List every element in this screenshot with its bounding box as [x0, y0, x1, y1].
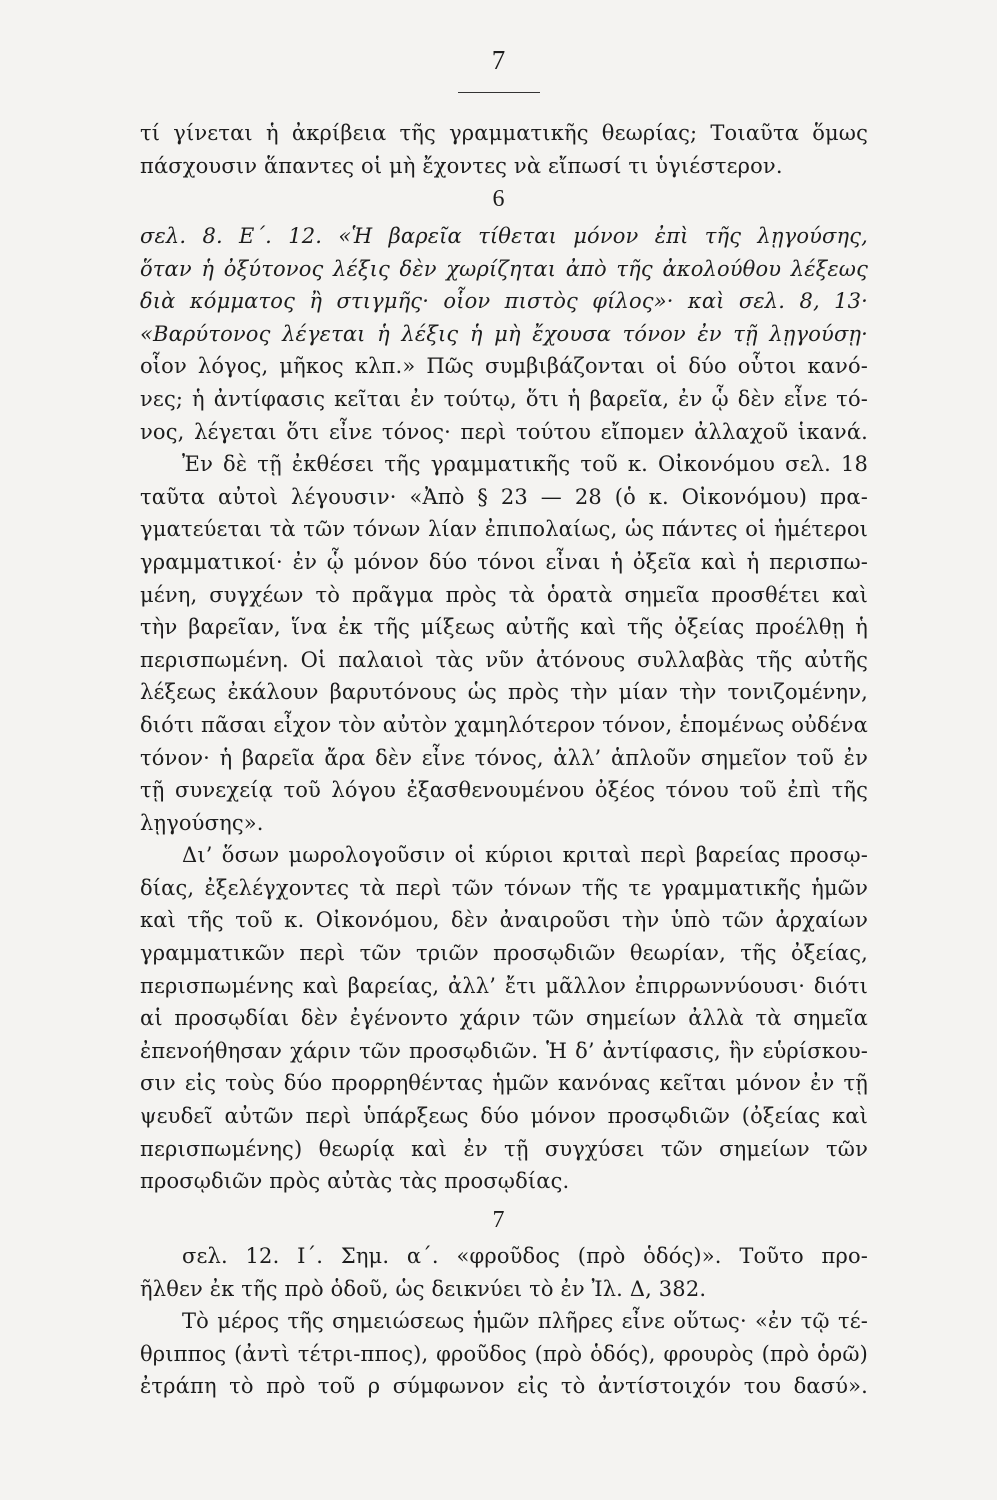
section-6-body	[140, 220, 868, 1198]
text-line: Τὸ μέρος τῆς σημειώσεως ἡμῶν πλῆρες εἶνε οὕτως· «ἐν τῷ τέ-	[182, 1309, 868, 1334]
text-line: πάσχουσιν ἅπαντες οἱ μὴ ἔχοντες νὰ εἴπωσί τι ὑγιέστερον.	[140, 153, 783, 178]
text-line: Ἐν δὲ τῇ ἐκθέσει τῆς γραμματικῆς τοῦ κ. Οἰκονόμου σελ. 18	[182, 452, 868, 477]
text-line: γραμματικῶν περὶ τῶν τριῶν προσῳδιῶν θεωρίαν, τῆς ὀξείας,	[140, 941, 868, 966]
text-line: ῆλθεν ἐκ τῆς πρὸ ὁδοῦ, ὡς δεικνύει τὸ ἐν Ἰλ. Δ, 382.	[140, 1276, 707, 1301]
text-line: τῇ συνεχείᾳ τοῦ λόγου ἐξασθενουμένου ὀξέος τόνου τοῦ ἐπὶ τῆς	[140, 778, 868, 803]
text-line: καὶ τῆς τοῦ κ. Οἰκονόμου, δὲν ἀναιροῦσι τὴν ὑπὸ τῶν ἀρχαίων	[140, 908, 868, 933]
text-line: νες; ἡ ἀντίφασις κεῖται ἐν τούτῳ, ὅτι ἡ βαρεῖα, ἐν ᾧ δὲν εἶνε τό-	[140, 386, 868, 411]
section-heading-7: 7	[492, 1207, 505, 1233]
section-heading-6: 6	[492, 186, 505, 212]
text-line: αἱ προσῳδίαι δὲν ἐγένοντο χάριν τῶν σημείων ἀλλὰ τὰ σημεῖα	[140, 1006, 868, 1031]
text-line: λῃγούσης».	[140, 810, 264, 835]
section-7-body	[140, 1240, 868, 1403]
text-line: ψευδεῖ αὐτῶν περὶ ὑπάρξεως δύο μόνον προσῳδιῶν (ὀξείας καὶ	[140, 1104, 868, 1129]
text-line: ταῦτα αὐτοὶ λέγουσιν· «Ἀπὸ § 23 — 28 (ὁ κ. Οἰκονόμου) πρα-	[140, 484, 868, 509]
text-line: Δι’ ὅσων μωρολογοῦσιν οἱ κύριοι κριταὶ περὶ βαρείας προσῳ-	[182, 843, 868, 868]
text-line: διότι πᾶσαι εἶχον τὸν αὐτὸν χαμηλότερον τόνον, ἑπομένως οὐδένα	[140, 712, 868, 737]
text-line: τόνον· ἡ βαρεῖα ἄρα δὲν εἶνε τόνος, ἀλλ’ ἁπλοῦν σημεῖον τοῦ ἐν	[140, 745, 868, 770]
text-line: νος, λέγεται ὅτι εἶνε τόνος· περὶ τούτου εἴπομεν ἀλλαχοῦ ἱκανά.	[140, 419, 868, 444]
text-line: θριππος (ἀντὶ τέτρι-ππος), φροῦδος (πρὸ ὁδός), φρουρὸς (πρὸ ὁρῶ)	[140, 1341, 868, 1366]
text-line: διὰ κόμματος ἢ στιγμῆς· οἷον πιστὸς φίλος»· καὶ σελ. 8, 13·	[140, 289, 868, 314]
opening-paragraph	[140, 117, 868, 182]
text-line: τί γίνεται ἡ ἀκρίβεια τῆς γραμματικῆς θεωρίας; Τοιαῦτα ὅμως	[140, 121, 868, 145]
text-line: περισπωμένη. Οἱ παλαιοὶ τὰς νῦν ἀτόνους συλλαβὰς τῆς αὐτῆς	[140, 647, 868, 672]
text-line: ἐπενοήθησαν χάριν τῶν προσῳδιῶν. Ἡ δ’ ἀντίφασις, ἣν εὑρίσκου-	[140, 1038, 868, 1063]
text-line: σελ. 12. Ι΄. Σημ. α΄. «φροῦδος (πρὸ ὁδός)». Τοῦτο προ-	[182, 1244, 868, 1268]
text-line: δίας, ἐξελέγχοντες τὰ περὶ τῶν τόνων τῆς τε γραμματικῆς ἡμῶν	[140, 875, 868, 900]
text-line: τὴν βαρεῖαν, ἵνα ἐκ τῆς μίξεως αὐτῆς καὶ τῆς ὀξείας προέλθῃ ἡ	[140, 615, 868, 640]
text-line: μένη, συγχέων τὸ πρᾶγμα πρὸς τὰ ὁρατὰ σημεῖα προσθέτει καὶ	[140, 582, 868, 607]
text-line: γραμματικοί· ἐν ᾧ μόνον δύο τόνοι εἶναι ἡ ὀξεῖα καὶ ἡ περισπω-	[140, 549, 868, 574]
page-number: 7	[491, 45, 506, 75]
page-number-rule	[458, 92, 540, 93]
text-line: οἷον λόγος, μῆκος κλπ.» Πῶς συμβιβάζονται οἱ δύο οὗτοι κανό-	[140, 354, 868, 379]
text-line: γματεύεται τὰ τῶν τόνων λίαν ἐπιπολαίως, ὡς πάντες οἱ ἡμέτεροι	[140, 517, 868, 542]
text-line: προσῳδιῶν πρὸς αὐτὰς τὰς προσῳδίας.	[140, 1169, 570, 1194]
text-line: περισπωμένης) θεωρίᾳ καὶ ἐν τῇ συγχύσει τῶν σημείων τῶν	[140, 1136, 868, 1161]
text-line: σιν εἰς τοὺς δύο προρρηθέντας ἡμῶν κανόνας κεῖται μόνον ἐν τῇ	[140, 1071, 868, 1096]
text-line: σελ. 8. Ε΄. 12. «Ἡ βαρεῖα τίθεται μόνον ἐπὶ τῆς λῃγούσης,	[140, 224, 868, 248]
text-line: λέξεως ἐκάλουν βαρυτόνους ὡς πρὸς τὴν μίαν τὴν τονιζομένην,	[140, 680, 868, 705]
text-line: «Βαρύτονος λέγεται ἡ λέξις ἡ μὴ ἔχουσα τόνον ἐν τῇ λῃγούσῃ·	[140, 321, 868, 346]
text-line: ἐτράπη τὸ πρὸ τοῦ ρ σύμφωνον εἰς τὸ ἀντίστοιχόν του δασύ».	[140, 1374, 868, 1399]
text-line: περισπωμένης καὶ βαρείας, ἀλλ’ ἔτι μᾶλλον ἐπιρρωννύουσι· διότι	[140, 973, 868, 998]
text-line: ὅταν ἡ ὀξύτονος λέξις δὲν χωρίζηται ἀπὸ τῆς ἀκολούθου λέξεως	[140, 256, 868, 281]
